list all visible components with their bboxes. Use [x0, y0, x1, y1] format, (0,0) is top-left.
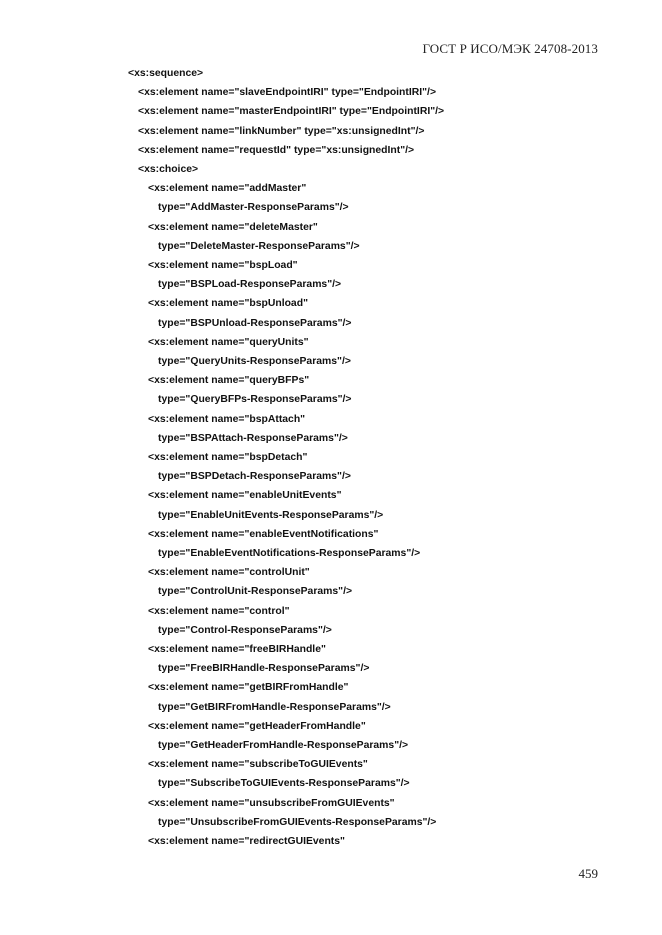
code-line: <xs:element name="bspLoad" [148, 260, 298, 271]
code-line: <xs:element name="queryBFPs" [148, 375, 310, 387]
code-line: type="EnableUnitEvents-ResponseParams"/> [158, 509, 384, 521]
code-line: <xs:element name="linkNumber" type="xs:unsignedInt"/> [138, 125, 425, 137]
code-line: type="DeleteMaster-ResponseParams"/> [158, 240, 360, 252]
code-line: type="BSPAttach-ResponseParams"/> [158, 432, 348, 444]
code-line: type="BSPDetach-ResponseParams"/> [158, 471, 351, 483]
code-line: <xs:element name="requestId" type="xs:unsignedInt"/> [138, 144, 415, 156]
code-line: <xs:element name="bspDetach" [148, 452, 308, 463]
code-line: <xs:sequence> [128, 68, 204, 79]
code-line: type="ControlUnit-ResponseParams"/> [158, 586, 353, 598]
code-line: type="QueryUnits-ResponseParams"/> [158, 356, 351, 367]
code-line: type="GetBIRFromHandle-ResponseParams"/> [158, 701, 391, 713]
code-line: <xs:element name="deleteMaster" [148, 221, 318, 233]
code-line: type="AddMaster-ResponseParams"/> [158, 202, 349, 214]
code-line: <xs:element name="bspAttach" [148, 413, 306, 425]
code-line: <xs:element name="controlUnit" [148, 567, 310, 579]
code-line: <xs:element name="slaveEndpointIRI" type="EndpointIRI"/> [138, 87, 437, 99]
code-line: <xs:element name="bspUnload" [148, 298, 308, 310]
code-line: <xs:element name="enableEventNotifications" [148, 528, 379, 540]
code-line: <xs:element name="control" [148, 605, 290, 617]
code-line: <xs:element name="subscribeToGUIEvents" [148, 759, 368, 771]
code-line: type="GetHeaderFromHandle-ResponseParams"/> [158, 740, 409, 751]
code-line: <xs:element name="redirectGUIEvents" [148, 836, 345, 847]
code-line: <xs:element name="addMaster" [148, 183, 307, 195]
code-line: <xs:element name="masterEndpointIRI" type="EndpointIRI"/> [138, 106, 445, 118]
code-line: type="UnsubscribeFromGUIEvents-ResponseParams"/> [158, 816, 437, 828]
code-line: <xs:element name="queryUnits" [148, 336, 309, 348]
code-line: <xs:choice> [138, 164, 199, 175]
code-line: type="BSPLoad-ResponseParams"/> [158, 279, 342, 291]
code-line: type="EnableEventNotifications-ResponseParams"/> [158, 548, 421, 559]
code-line: type="BSPUnload-ResponseParams"/> [158, 317, 352, 329]
code-line: type="QueryBFPs-ResponseParams"/> [158, 394, 352, 406]
code-line: type="SubscribeToGUIEvents-ResponseParams"/> [158, 778, 410, 790]
code-line: <xs:element name="getHeaderFromHandle" [148, 720, 366, 732]
document-header: ГОСТ Р ИСО/МЭК 24708-2013 [422, 41, 598, 56]
page-number: 459 [578, 866, 598, 881]
code-line: type="FreeBIRHandle-ResponseParams"/> [158, 663, 370, 675]
code-line: <xs:element name="unsubscribeFromGUIEvents" [148, 797, 395, 809]
code-line: <xs:element name="enableUnitEvents" [148, 490, 342, 502]
code-line: <xs:element name="getBIRFromHandle" [148, 682, 349, 694]
code-line: <xs:element name="freeBIRHandle" [148, 644, 326, 655]
code-line: type="Control-ResponseParams"/> [158, 624, 332, 636]
